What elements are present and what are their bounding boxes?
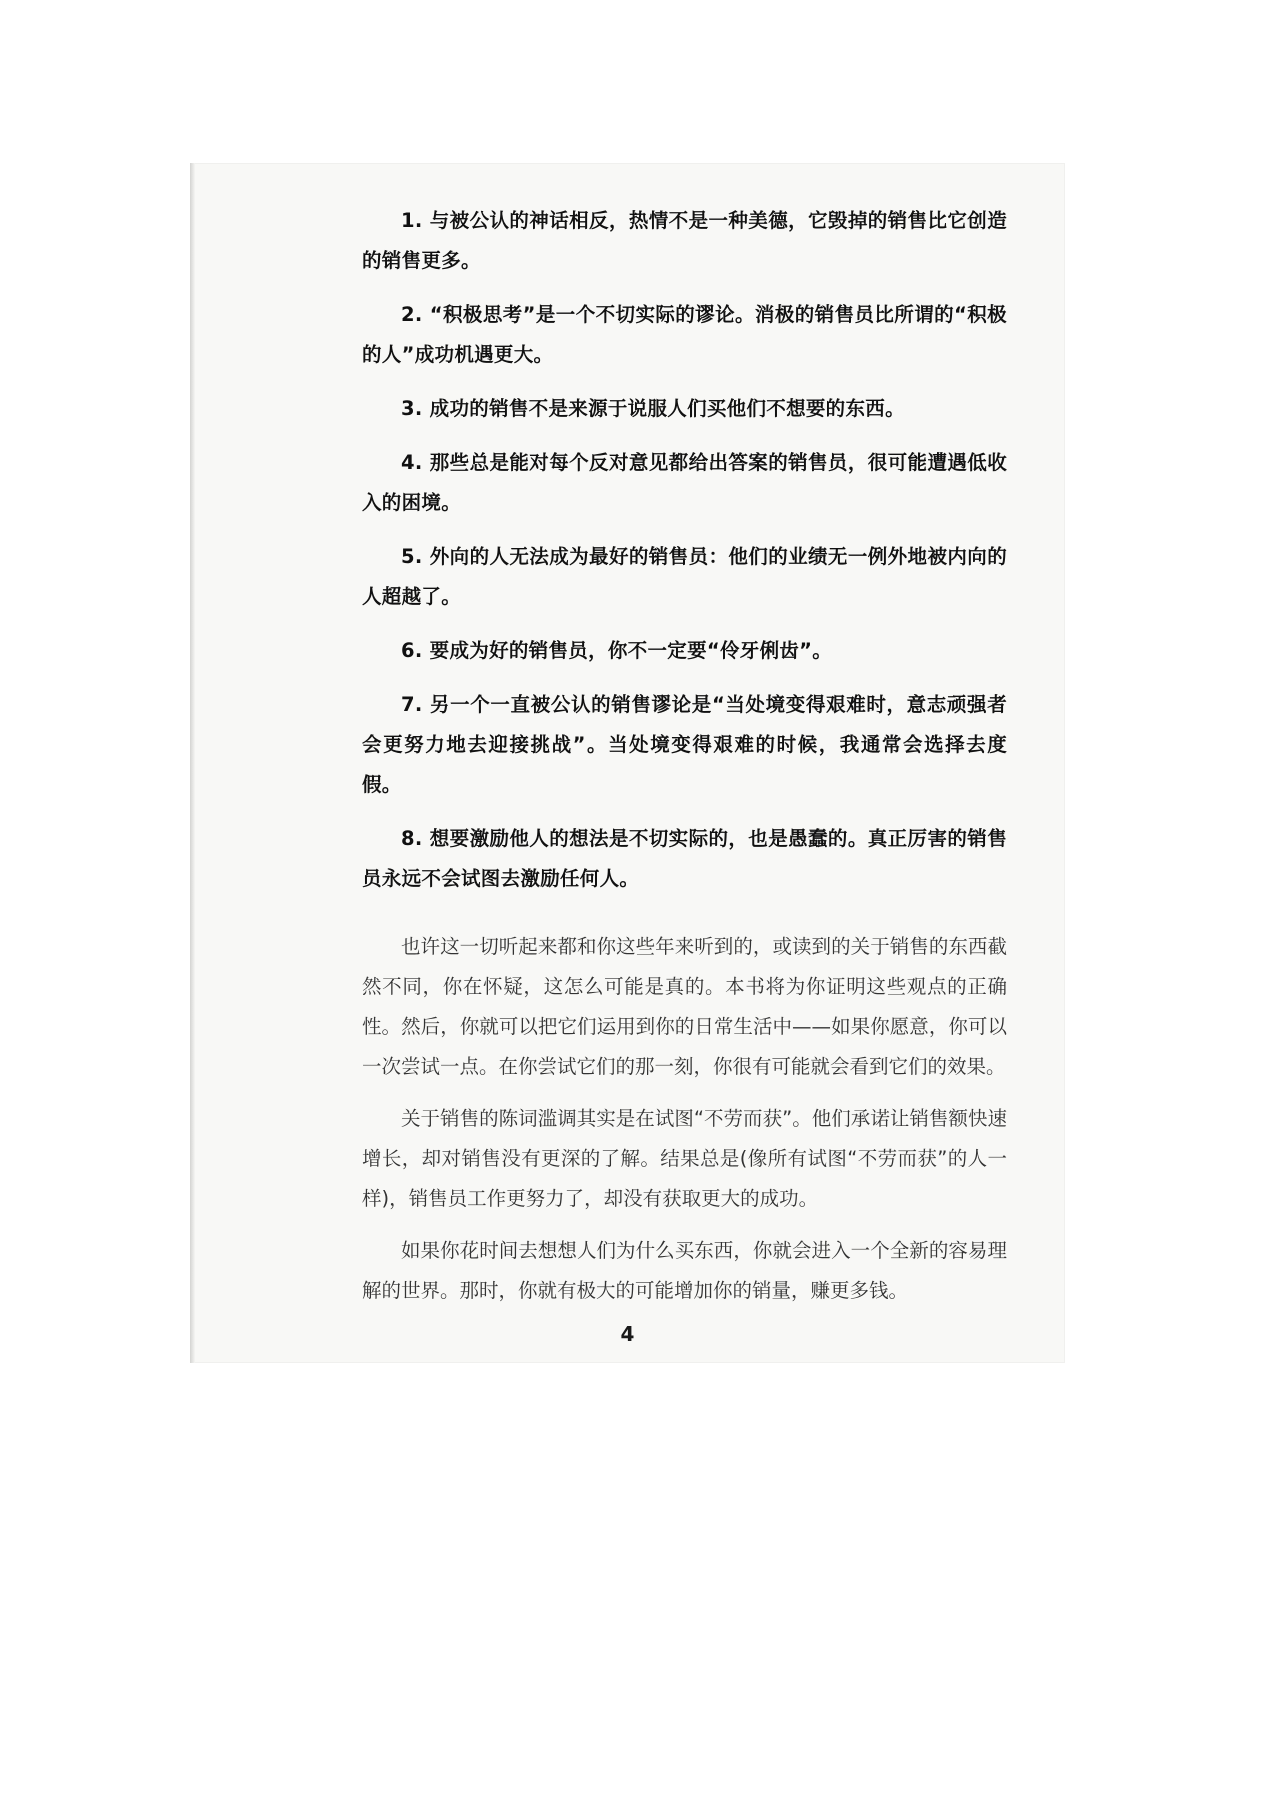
scanned-page xyxy=(190,163,1065,1363)
list-item: 2. “积极思考”是一个不切实际的谬论。消极的销售员比所谓的“积极的人”成功机遇更大。 xyxy=(362,303,1007,366)
numbered-list xyxy=(362,201,1007,899)
list-item: 7. 另一个一直被公认的销售谬论是“当处境变得艰难时，意志顽强者会更努力地去迎接挑战”。当处境变得艰难的时候，我通常会选择去度假。 xyxy=(362,693,1007,796)
body-text xyxy=(362,927,1007,1311)
body-paragraph: 关于销售的陈词滥调其实是在试图“不劳而获”。他们承诺让销售额快速增长，却对销售没有更深的了解。结果总是(像所有试图“不劳而获”的人一样)，销售员工作更努力了，却没有获取更大的成功。 xyxy=(362,1107,1007,1210)
page-edge-shadow xyxy=(190,163,195,1363)
page-content xyxy=(362,201,1007,1323)
body-paragraph: 如果你花时间去想想人们为什么买东西，你就会进入一个全新的容易理解的世界。那时，你就有极大的可能增加你的销量，赚更多钱。 xyxy=(362,1239,1007,1302)
list-item: 1. 与被公认的神话相反，热情不是一种美德，它毁掉的销售比它创造的销售更多。 xyxy=(362,209,1007,272)
body-paragraph: 也许这一切听起来都和你这些年来听到的，或读到的关于销售的东西截然不同，你在怀疑，这怎么可能是真的。本书将为你证明这些观点的正确性。然后，你就可以把它们运用到你的日常生活中——如果你愿意，你可以一次尝试一点。在你尝试它们的那一刻，你很有可能就会看到它们的效果。 xyxy=(362,935,1007,1078)
list-item: 6. 要成为好的销售员，你不一定要“伶牙俐齿”。 xyxy=(401,639,833,662)
list-item: 3. 成功的销售不是来源于说服人们买他们不想要的东西。 xyxy=(401,397,905,420)
page-number: 4 xyxy=(620,1322,635,1346)
list-item: 5. 外向的人无法成为最好的销售员：他们的业绩无一例外地被内向的人超越了。 xyxy=(362,545,1007,608)
list-item: 8. 想要激励他人的想法是不切实际的，也是愚蠢的。真正厉害的销售员永远不会试图去激励任何人。 xyxy=(362,827,1007,890)
list-item: 4. 那些总是能对每个反对意见都给出答案的销售员，很可能遭遇低收入的困境。 xyxy=(362,451,1007,514)
